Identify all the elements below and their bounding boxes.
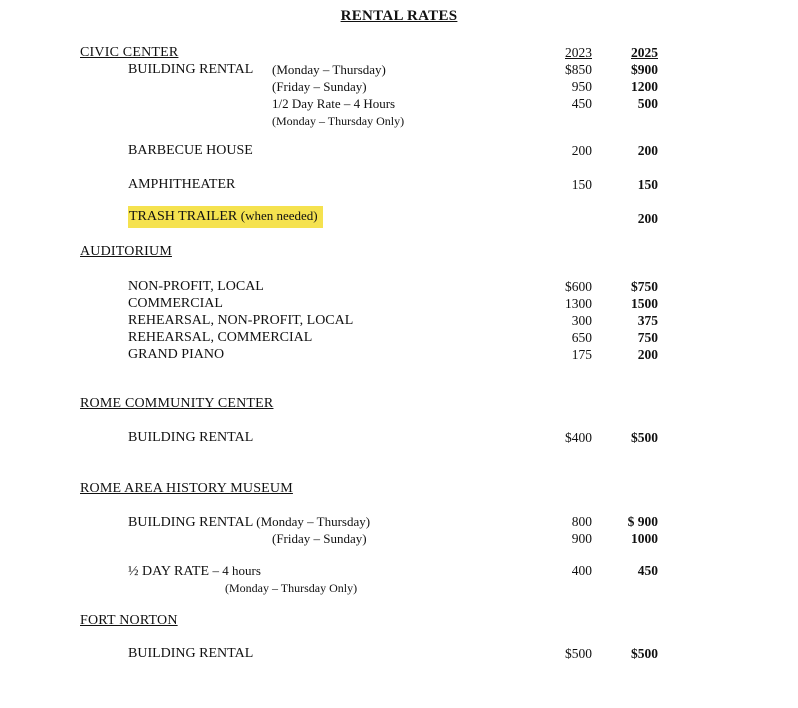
value-2025: $ 900: [627, 514, 658, 529]
value-2025: 200: [637, 347, 658, 362]
value-2025: 375: [637, 313, 658, 328]
title-line: [0, 7, 798, 25]
page-title: RENTAL RATES: [340, 8, 458, 24]
value-2025: 1200: [631, 79, 658, 94]
value-2025: 200: [637, 143, 658, 158]
row-label-group: [128, 563, 261, 580]
section-civic-center-heading-row: [0, 45, 798, 63]
value-2023: 800: [571, 514, 592, 529]
value-2023: $850: [565, 62, 592, 77]
value-2025: 1000: [631, 531, 658, 546]
row-label: BUILDING RENTAL: [128, 430, 254, 445]
row-sublabel: (Monday – Thursday): [272, 62, 386, 77]
row-label: REHEARSAL, NON-PROFIT, LOCAL: [128, 313, 354, 328]
row-museum-building-rental-fri-sun: [0, 531, 798, 549]
row-label: ½ DAY RATE: [128, 564, 210, 579]
row-sublabel: 1/2 Day Rate – 4 Hours: [272, 96, 396, 111]
value-2023: 950: [571, 79, 592, 94]
row-sublabel: (Friday – Sunday): [272, 531, 367, 546]
value-2023: 450: [571, 96, 592, 111]
section-heading-civic-center: CIVIC CENTER: [80, 45, 179, 60]
value-2025: 750: [637, 330, 658, 345]
section-auditorium-heading-row: [0, 244, 798, 262]
section-rome-area-history-museum-heading-row: [0, 481, 798, 499]
value-2023: 200: [571, 143, 592, 158]
row-label: REHEARSAL, COMMERCIAL: [128, 330, 313, 345]
value-2023: 175: [571, 347, 592, 362]
row-auditorium-non-profit-local: [0, 279, 798, 297]
row-museum-half-day-note: [0, 580, 798, 598]
row-civic-building-rental-fri-sun: [0, 79, 798, 97]
section-rome-community-center-heading-row: [0, 396, 798, 414]
row-note: (Monday – Thursday Only): [225, 581, 358, 595]
row-label: NON-PROFIT, LOCAL: [128, 279, 264, 294]
row-label: GRAND PIANO: [128, 347, 225, 362]
row-auditorium-rehearsal-non-profit: [0, 313, 798, 331]
value-2023: 900: [571, 531, 592, 546]
row-museum-building-rental-mon-thu: [0, 514, 798, 532]
row-civic-trash-trailer: [0, 208, 798, 226]
row-note: (Monday – Thursday Only): [272, 114, 405, 128]
value-2025: 150: [637, 177, 658, 192]
value-2025: $500: [631, 646, 658, 661]
row-civic-half-day-rate: [0, 96, 798, 114]
row-civic-half-day-note: [0, 113, 798, 131]
row-label: BUILDING RENTAL: [128, 646, 254, 661]
value-2025: $900: [631, 62, 658, 77]
value-2023: 650: [571, 330, 592, 345]
row-label-group: [128, 514, 370, 531]
row-sublabel: (Friday – Sunday): [272, 79, 367, 94]
section-heading-rome-area-history-museum: ROME AREA HISTORY MUSEUM: [80, 481, 293, 496]
row-auditorium-rehearsal-commercial: [0, 330, 798, 348]
row-sublabel: (Monday – Thursday): [256, 514, 371, 529]
value-2023: $600: [565, 279, 592, 294]
row-civic-amphitheater: [0, 177, 798, 195]
highlighted-row: [128, 208, 323, 225]
value-2025: $500: [631, 430, 658, 445]
section-fort-norton-heading-row: [0, 613, 798, 631]
value-2023: $400: [565, 430, 592, 445]
section-heading-rome-community-center: ROME COMMUNITY CENTER: [80, 396, 274, 411]
row-auditorium-grand-piano: [0, 347, 798, 365]
row-sublabel: – 4 hours: [212, 563, 261, 578]
value-2023: 300: [571, 313, 592, 328]
value-2023: 1300: [565, 296, 592, 311]
col-header-2023: 2023: [565, 45, 592, 60]
value-2025: 500: [637, 96, 658, 111]
row-label: COMMERCIAL: [128, 296, 223, 311]
value-2023: 150: [571, 177, 592, 192]
col-header-2025: 2025: [631, 45, 658, 60]
row-civic-building-rental-mon-thu: [0, 62, 798, 80]
row-civic-barbecue-house: [0, 143, 798, 161]
section-heading-auditorium: AUDITORIUM: [80, 244, 172, 259]
value-2025: $750: [631, 279, 658, 294]
row-label: BUILDING RENTAL: [128, 62, 254, 77]
row-label: AMPHITHEATER: [128, 177, 236, 192]
row-museum-half-day-rate: [0, 563, 798, 581]
row-label: BUILDING RENTAL: [128, 515, 253, 530]
row-auditorium-commercial: [0, 296, 798, 314]
value-2025: 1500: [631, 296, 658, 311]
value-2023: $500: [565, 646, 592, 661]
row-fort-norton-building-rental: [0, 646, 798, 664]
value-2025: 450: [637, 563, 658, 578]
value-2025: 200: [637, 211, 658, 226]
row-sublabel: (when needed): [240, 208, 318, 223]
row-label: TRASH TRAILER: [129, 209, 238, 224]
row-rcc-building-rental: [0, 430, 798, 448]
value-2023: 400: [571, 563, 592, 578]
section-heading-fort-norton: FORT NORTON: [80, 613, 178, 628]
row-label: BARBECUE HOUSE: [128, 143, 253, 158]
highlight-band: [128, 206, 323, 228]
